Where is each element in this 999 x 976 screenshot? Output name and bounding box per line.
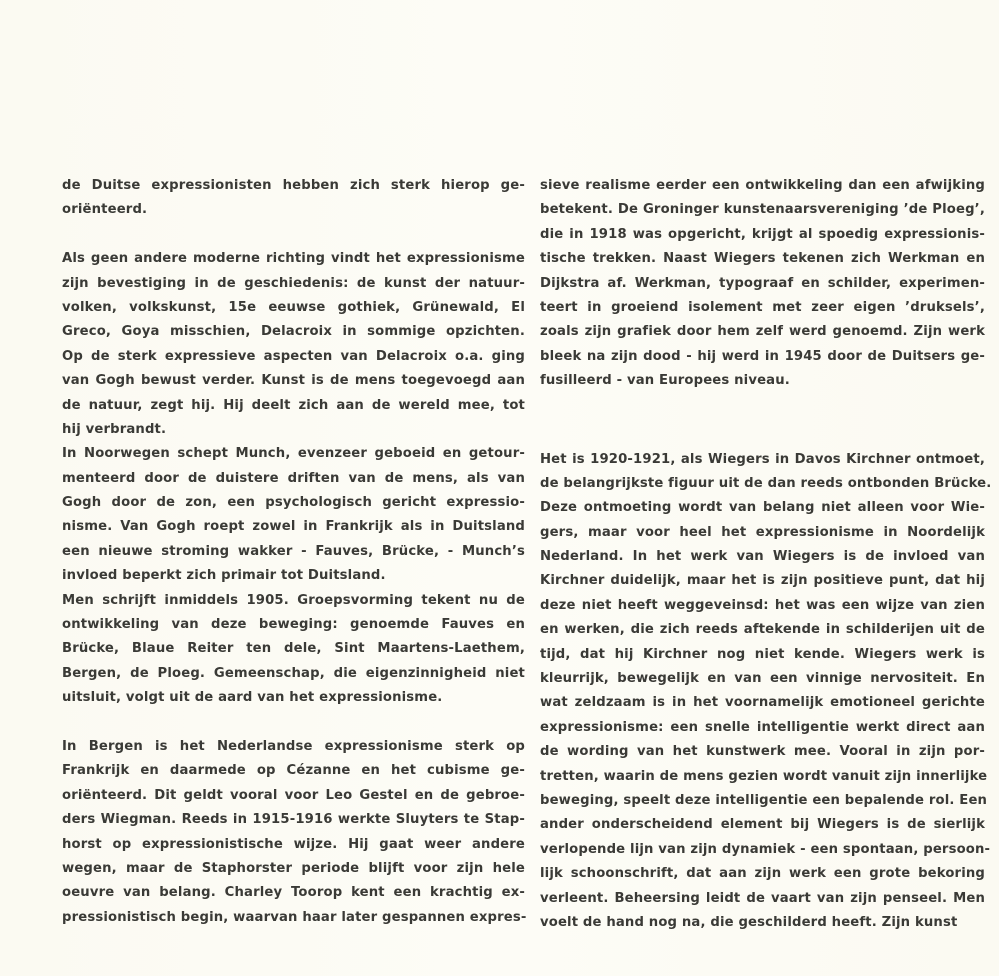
paragraph [540, 174, 985, 394]
text-line: In Bergen is het Nederlandse expressionisme sterk op [62, 738, 525, 754]
paragraph [62, 247, 525, 442]
paragraph [62, 174, 525, 223]
text-line: Men schrijft inmiddels 1905. Groepsvorming tekent nu de [62, 592, 525, 608]
paragraph-spacer [62, 711, 525, 735]
paragraph-spacer [62, 223, 525, 247]
text-line: Dijkstra af. Werkman, typograaf en schilder, experimen- [540, 275, 985, 291]
text-line: Frankrijk en daarmede op Cézanne en het cubisme ge- [62, 763, 525, 779]
text-line: tische trekken. Naast Wiegers tekenen zich Werkman en [540, 251, 985, 267]
text-line: de belangrijkste figuur uit de dan reeds ontbonden Brücke. [540, 475, 992, 491]
text-line: zoals zijn grafiek door hem zelf werd genoemd. Zijn werk [540, 324, 985, 340]
text-line: expressionisme: een snelle intelligentie werkt direct aan [540, 719, 985, 735]
text-line: volken, volkskunst, 15e eeuwse gothiek, Grünewald, El [62, 299, 525, 315]
text-line: kleurrijk, bewegelijk en van een vinnige nervositeit. En [540, 671, 985, 687]
text-line: oriënteerd. [62, 202, 148, 218]
text-line: wat zeldzaam is in het voornamelijk emotioneel gerichte [540, 695, 985, 711]
text-line: ontwikkeling van deze beweging: genoemde Fauves en [62, 617, 525, 633]
text-line: gers, maar voor heel het expressionisme in Noordelijk [540, 524, 985, 540]
paragraph [62, 735, 525, 930]
paragraph [540, 448, 992, 936]
text-line: Bergen, de Ploeg. Gemeenschap, die eigenzinnigheid niet [62, 665, 525, 681]
text-line: nisme. Van Gogh roept zowel in Frankrijk als in Duitsland [62, 519, 525, 535]
text-line: Brücke, Blaue Reiter ten dele, Sint Maartens-Laethem, [62, 641, 525, 657]
text-line: oeuvre van belang. Charley Toorop kent een krachtig ex- [62, 885, 525, 901]
text-line: deze niet heeft weggeveinsd: het was een wijze van zien [540, 597, 985, 613]
text-line: de Duitse expressionisten hebben zich sterk hierop ge- [62, 178, 525, 193]
text-line: teert in groeiend isolement met zeer eigen ’druksels’, [540, 299, 985, 315]
text-line: een nieuwe stroming wakker - Fauves, Brücke, - Munch’s [62, 543, 525, 559]
text-line: wegen, maar de Staphorster periode blijft voor zijn hele [62, 860, 525, 876]
text-line: Kirchner duidelijk, maar het is zijn positieve punt, dat hij [540, 573, 985, 589]
text-line: tijd, dat hij Kirchner nog niet kende. Wiegers werk is [540, 646, 985, 662]
paragraph [62, 589, 525, 711]
text-line: verleent. Beheersing leidt de vaart van zijn penseel. Men [540, 890, 985, 906]
paragraph-spacer [540, 394, 985, 448]
text-line: pressionistisch begin, waarvan haar later gespannen expres- [62, 909, 527, 925]
text-line: van Gogh bewust verder. Kunst is de mens toegevoegd aan [62, 373, 525, 389]
text-line: die in 1918 was opgericht, krijgt al spoedig expressionis- [540, 226, 985, 242]
text-line: Gogh door de zon, een psychologisch gericht expressio- [62, 495, 525, 511]
text-line: zijn bevestiging in de geschiedenis: de kunst der natuur- [62, 275, 525, 291]
right-text-column [540, 174, 992, 935]
text-line: oriënteerd. Dit geldt vooral voor Leo Gestel en de gebroe- [62, 787, 525, 803]
text-line: menteerd door de duistere driften van de mens, als van [62, 470, 525, 486]
text-line: invloed beperkt zich primair tot Duitsland. [62, 568, 386, 584]
text-line: betekent. De Groninger kunstenaarsvereniging ’de Ploeg’, [540, 202, 985, 218]
text-line: sieve realisme eerder een ontwikkeling dan een afwijking [540, 178, 985, 193]
text-line: lijk schoonschrift, dat aan zijn werk een grote bekoring [540, 866, 985, 882]
text-line: Greco, Goya misschien, Delacroix in sommige opzichten. [62, 324, 525, 340]
text-line: Nederland. In het werk van Wiegers is de invloed van [540, 549, 985, 565]
text-line: beweging, speelt deze intelligentie een bepalende rol. Een [540, 792, 988, 808]
paragraph [62, 442, 525, 588]
text-line: fusilleerd - van Europees niveau. [540, 373, 790, 389]
text-line: In Noorwegen schept Munch, evenzeer geboeid en getour- [62, 446, 525, 462]
text-line: de natuur, zegt hij. Hij deelt zich aan de wereld mee, tot [62, 397, 525, 413]
text-line: Als geen andere moderne richting vindt het expressionisme [62, 251, 525, 267]
text-line: en werken, die zich reeds aftekende in schilderijen uit de [540, 622, 985, 638]
text-line: ders Wiegman. Reeds in 1915-1916 werkte Sluyters te Stap- [62, 812, 525, 828]
text-line: bleek na zijn dood - hij werd in 1945 door de Duitsers ge- [540, 348, 985, 364]
text-line: tretten, waarin de mens gezien wordt vanuit zijn innerlijke [540, 768, 988, 784]
text-line: hij verbrandt. [62, 421, 167, 437]
text-line: verlopende lijn van zijn dynamiek - een spontaan, persoon- [540, 841, 991, 857]
text-line: Deze ontmoeting wordt van belang niet alleen voor Wie- [540, 500, 985, 516]
text-line: Het is 1920-1921, als Wiegers in Davos Kirchner ontmoet, [540, 451, 985, 467]
text-line: de wording van het kunstwerk mee. Vooral in zijn por- [540, 744, 985, 760]
text-line: horst op expressionistische wijze. Hij gaat weer andere [62, 836, 525, 852]
text-line: Op de sterk expressieve aspecten van Delacroix o.a. ging [62, 348, 525, 364]
left-text-column [62, 174, 525, 930]
text-line: ander onderscheidend element bij Wiegers is de sierlijk [540, 817, 985, 833]
text-line: uitsluit, volgt uit de aard van het expressionisme. [62, 690, 443, 706]
text-line: voelt de hand nog na, die geschilderd heeft. Zijn kunst [540, 914, 958, 930]
